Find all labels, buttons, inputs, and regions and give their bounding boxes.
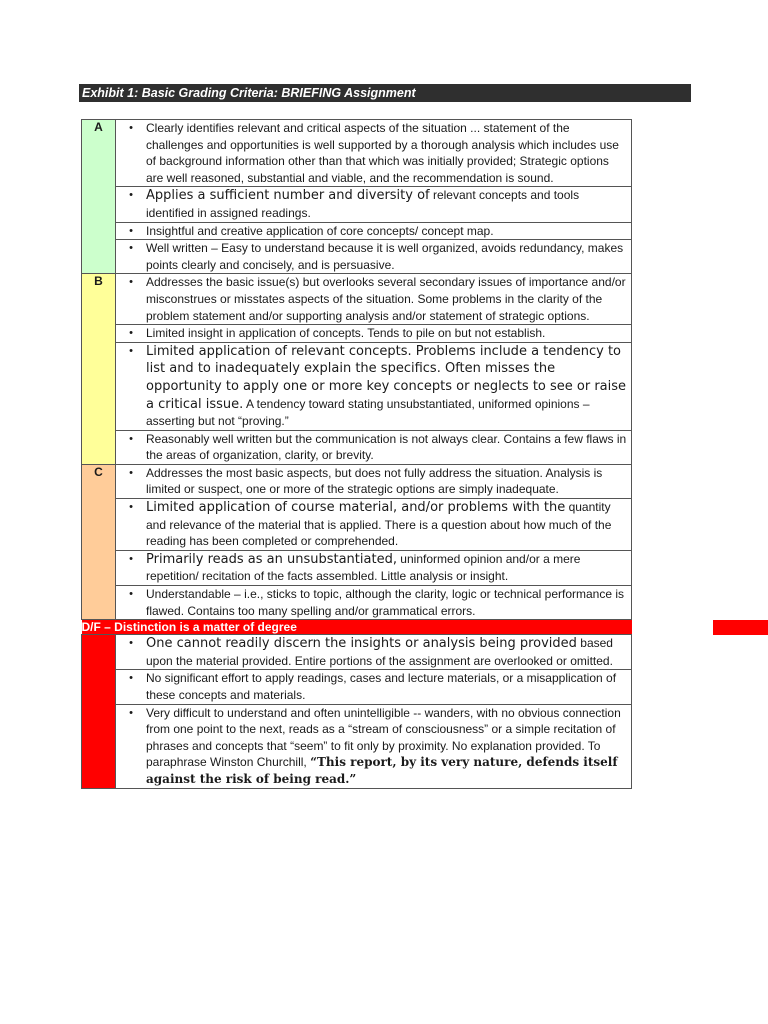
criterion-text: Reasonably well written but the communication is not always clear. Contains a few flaws in the areas of organization, clarity, or brevity. [146,431,627,463]
bullet-icon: • [129,637,133,650]
grade-a-row-2 [82,187,632,222]
criterion-text: Addresses the basic issue(s) but overlooks several secondary issues of importance and/or misconstrues or misstates aspects of the situation. Some problems in the clarity of the problem statement and/or supporting analysis and/or statement of strategic options. [146,275,626,323]
criterion-text-lead: Primarily reads as an unsubstantiated, [146,551,397,567]
grade-c-row-2 [82,499,632,551]
grade-df-row-2 [82,670,632,704]
grade-b-row-1 [82,274,632,325]
grade-df-row-3 [82,704,632,788]
grade-a-label: A [82,120,116,274]
bullet-icon: • [129,672,133,685]
bullet-icon: • [129,706,133,719]
bullet-icon: • [129,276,133,289]
bullet-icon: • [129,501,133,514]
criterion-text: based upon the material provided. Entire portions of the assignment are overlooked or omitted. [146,636,613,668]
criterion-text-lead: One cannot readily discern the insights or analysis being provided [146,636,577,652]
churchill-quote: “This report, by its very nature, defends itself against the risk of being read.” [146,755,618,786]
bullet-icon: • [129,432,133,445]
criterion-text: Very difficult to understand and often unintelligible -- wanders, with no obvious connection from one point to the next, reads as a “stream of consciousness” or a simple recitation of phrases and concepts that “seem” to fit only by proximity. No explanation provided. To paraphrase Winston Churchill, [146,705,621,770]
grade-b-row-2 [82,325,632,343]
criterion-item [116,705,631,788]
criterion-item [116,551,631,585]
criterion-text: Well written – Easy to understand because it is well organized, avoids redundancy, makes points clearly and concisely, and is persuasive. [146,241,624,272]
grade-a-row-3 [82,222,632,240]
criterion-item [116,274,631,324]
criterion-item [116,223,631,240]
criterion-item [116,325,631,342]
criterion-item [116,499,631,550]
criterion-item [116,635,631,669]
criterion-text: uninformed opinion and/or a mere repetition/ recitation of the facts assembled. Little analysis or insight. [146,551,581,584]
criterion-text: Understandable – i.e., sticks to topic, although the clarity, logic or technical performance is flawed. Contains too many spelling and/or grammatical errors. [146,587,625,618]
grade-a-row-4 [82,240,632,274]
criterion-text: Insightful and creative application of core concepts/ concept map. [146,223,494,238]
criterion-text-lead: Limited application of relevant concepts. Problems include a tendency to list and to inadequately explain the specifics. Often misses the opportunity to apply one or more key concepts or neglects to see or raise a critical issue. [146,343,627,412]
grade-df-header-extension [713,620,768,635]
criterion-text: Limited insight in application of concepts. Tends to pile on but not establish. [146,326,546,341]
criterion-text: Addresses the most basic aspects, but does not fully address the situation. Analysis is limited or suspect, one or more of the strategic options are simply inadequate. [146,465,603,497]
bullet-icon: • [129,122,133,134]
grade-df-row-1 [82,635,632,670]
grade-b-row-4 [82,430,632,464]
grade-df-color-cell [82,635,116,788]
bullet-icon: • [129,588,133,601]
grade-b-row-3 [82,342,632,430]
bullet-icon: • [129,466,133,479]
grading-criteria-table [81,119,632,789]
criterion-text: relevant concepts and tools identified in assigned readings. [146,188,580,220]
bullet-icon: • [129,189,133,202]
grade-a-row-1 [82,120,632,187]
criterion-item [116,670,631,703]
grade-b-label: B [82,274,116,465]
criterion-text-lead: Applies a sufficient number and diversity of [146,188,430,204]
criterion-item [116,187,631,221]
grade-df-header-row [82,620,632,635]
criterion-text: No significant effort to apply readings, cases and lecture materials, or a misapplication of these concepts and materials. [146,671,617,702]
bullet-icon: • [129,327,133,340]
criterion-item [116,431,631,464]
criterion-item [116,465,631,498]
bullet-icon: • [129,344,133,357]
grade-c-label: C [82,464,116,619]
criterion-text-lead: Limited application of course material, and/or problems with the [146,500,566,516]
grade-df-header: D/F – Distinction is a matter of degree [81,620,297,635]
criterion-item [116,586,631,619]
grade-c-row-3 [82,550,632,585]
exhibit-title: Exhibit 1: Basic Grading Criteria: BRIEFING Assignment [79,84,691,102]
criterion-item [116,120,631,186]
criterion-text: A tendency toward stating unsubstantiated, uniformed opinions – asserting but not “proving.” [146,396,590,429]
criterion-text: Clearly identifies relevant and critical aspects of the situation ... statement of the challenges and opportunities is well supported by a thorough analysis which includes use of background information other than that which was initially provided; Strategic options are well reasoned, substantial and viable, and the recommendation is sound. [146,121,619,185]
bullet-icon: • [129,552,133,565]
grade-c-row-1 [82,464,632,498]
grade-c-row-4 [82,586,632,620]
criterion-item [116,240,631,273]
criterion-text: quantity and relevance of the material that is applied. There is a question about how much of the reading has been completed or comprehended. [146,500,612,549]
criterion-item [116,343,631,430]
bullet-icon: • [129,242,133,255]
bullet-icon: • [129,224,133,237]
